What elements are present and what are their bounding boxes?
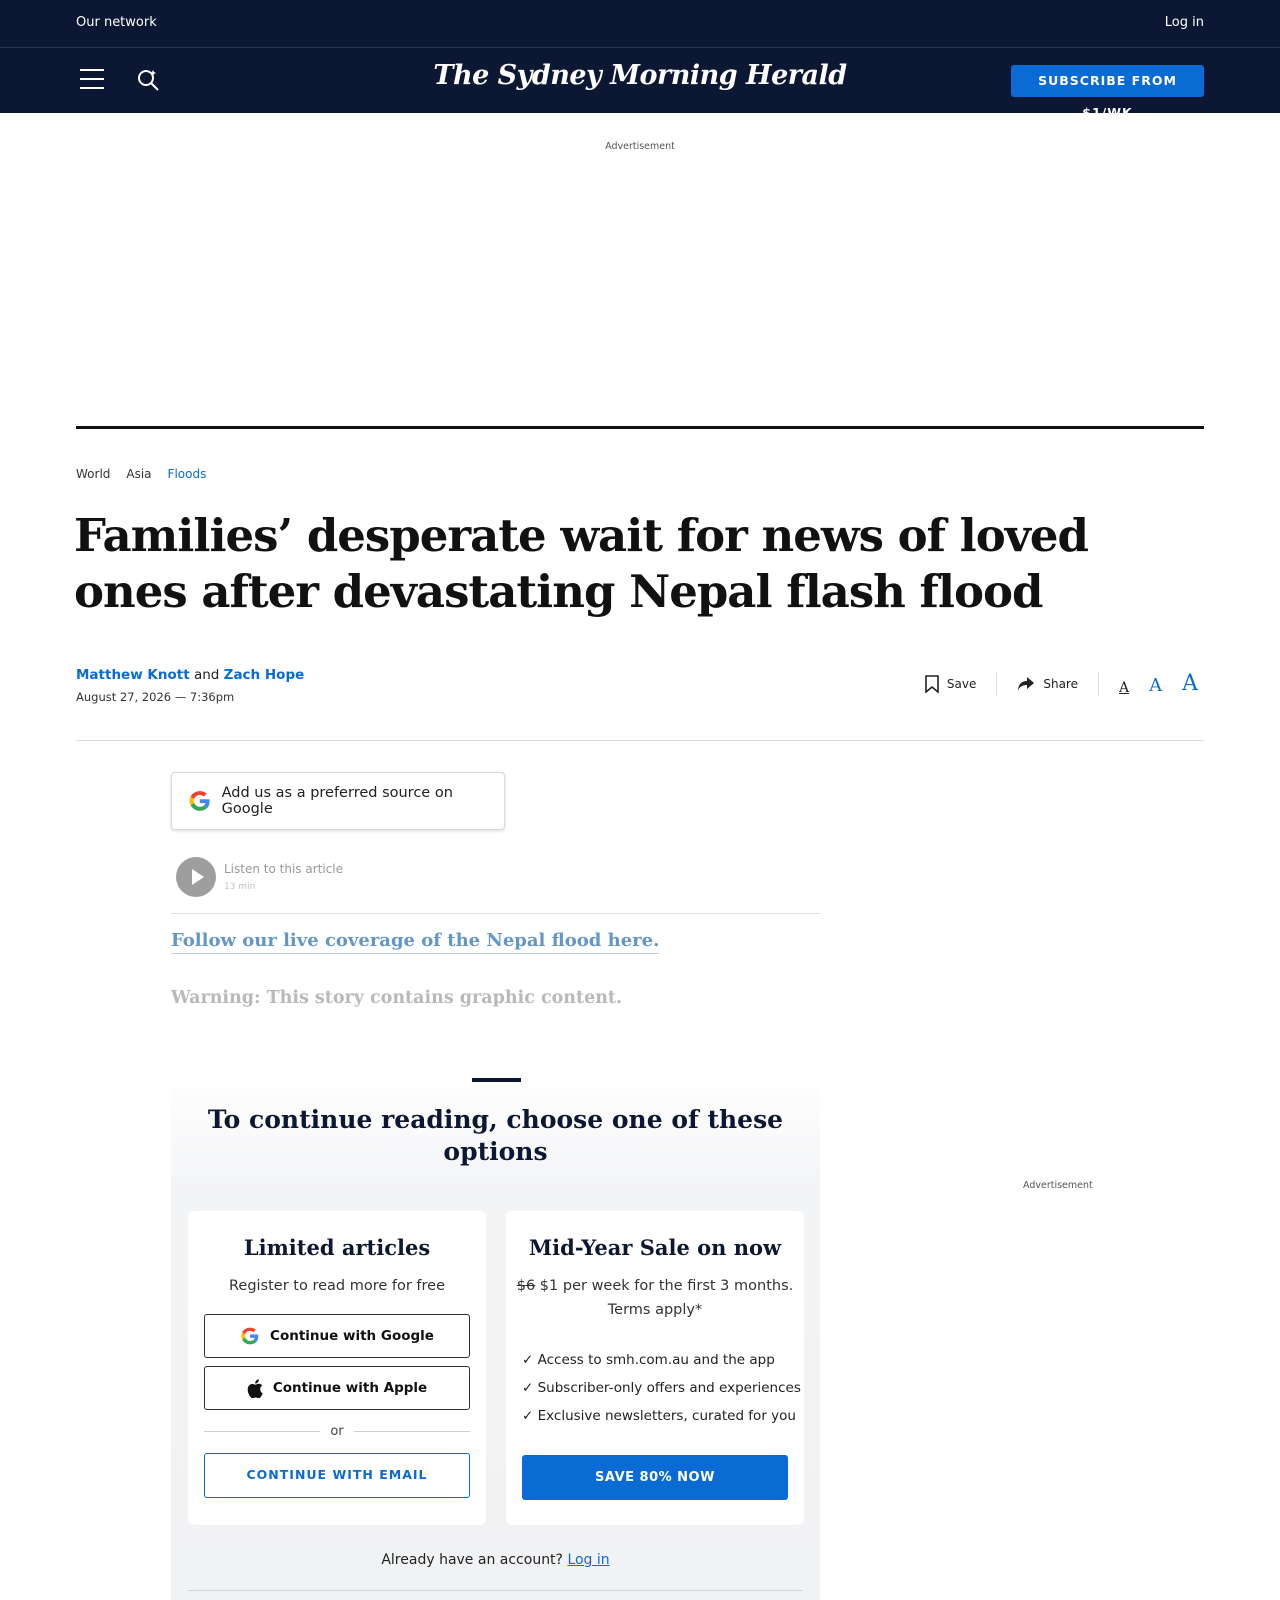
already-text: Already have an account? bbox=[381, 1552, 563, 1568]
ad-label: Advertisement bbox=[605, 141, 675, 152]
font-size-medium[interactable]: A bbox=[1149, 675, 1163, 696]
continue-email-button[interactable]: CONTINUE WITH EMAIL bbox=[204, 1453, 470, 1498]
article-tools bbox=[905, 670, 1204, 698]
or-divider bbox=[204, 1424, 470, 1439]
save-now-button[interactable]: SAVE 80% NOW bbox=[522, 1455, 788, 1500]
network-bar bbox=[0, 0, 1280, 48]
sale-card bbox=[506, 1211, 804, 1525]
breadcrumb-world[interactable]: World bbox=[76, 467, 111, 481]
breadcrumb-floods[interactable]: Floods bbox=[167, 467, 207, 481]
font-size-controls bbox=[1099, 672, 1204, 696]
audio-player bbox=[176, 857, 343, 897]
font-size-large[interactable]: A bbox=[1182, 671, 1198, 696]
preferred-source-label: Add us as a preferred source on Google bbox=[221, 785, 453, 817]
continue-google-button[interactable] bbox=[204, 1314, 470, 1358]
perk-item: ✓ Exclusive newsletters, curated for you bbox=[522, 1402, 804, 1430]
card-subtitle: Register to read more for free bbox=[228, 1278, 446, 1294]
side-ad-label: Advertisement bbox=[1023, 1180, 1093, 1191]
byline bbox=[76, 667, 304, 683]
save-label: Save bbox=[946, 677, 977, 691]
audio-divider bbox=[171, 913, 820, 914]
paywall-divider bbox=[188, 1590, 803, 1591]
breadcrumb bbox=[76, 467, 206, 481]
paywall-accent-bar bbox=[472, 1078, 521, 1082]
or-label: or bbox=[330, 1424, 344, 1439]
listen-label: Listen to this article bbox=[224, 862, 343, 876]
listen-duration: 13 min bbox=[224, 882, 256, 892]
article-headline: Families’ desperate wait for news of loved ones after devastating Nepal flash flood bbox=[74, 509, 1088, 618]
our-network-link[interactable]: Our network bbox=[76, 15, 157, 30]
perk-item: ✓ Subscriber-only offers and experiences bbox=[522, 1374, 804, 1402]
already-account bbox=[171, 1552, 820, 1568]
breadcrumb-asia[interactable]: Asia bbox=[126, 467, 152, 481]
google-icon bbox=[188, 789, 212, 813]
byline-divider bbox=[76, 740, 1204, 741]
live-coverage-link[interactable]: Follow our live coverage of the Nepal flood here. bbox=[171, 930, 659, 954]
author-link[interactable]: Zach Hope bbox=[223, 667, 305, 683]
login-link[interactable]: Log in bbox=[1164, 15, 1204, 30]
card-title: Limited articles bbox=[243, 1235, 431, 1260]
limited-articles-card bbox=[188, 1211, 486, 1525]
masthead-logo[interactable]: The Sydney Morning Herald bbox=[433, 60, 847, 91]
offer-detail: $1 per week for the first 3 months. Terms apply* bbox=[535, 1278, 794, 1318]
subscribe-button[interactable]: SUBSCRIBE FROM $1/WK bbox=[1011, 65, 1204, 97]
graphic-warning: Warning: This story contains graphic content. bbox=[171, 988, 623, 1008]
share-label: Share bbox=[1043, 677, 1078, 691]
paywall-title: To continue reading, choose one of these options bbox=[207, 1105, 784, 1166]
offer-text bbox=[506, 1274, 804, 1322]
section-divider bbox=[76, 426, 1204, 429]
paywall bbox=[171, 1072, 820, 1600]
continue-google-label: Continue with Google bbox=[270, 1328, 434, 1344]
font-size-small[interactable]: A bbox=[1118, 680, 1130, 696]
perk-item: ✓ Access to smh.com.au and the app bbox=[522, 1346, 804, 1374]
apple-icon bbox=[247, 1379, 263, 1398]
google-icon bbox=[240, 1326, 260, 1346]
perk-list bbox=[522, 1346, 804, 1430]
bookmark-icon bbox=[925, 675, 939, 693]
preferred-source-button[interactable] bbox=[171, 772, 505, 830]
card-title: Mid-Year Sale on now bbox=[528, 1235, 782, 1260]
continue-apple-button[interactable] bbox=[204, 1366, 470, 1410]
author-link[interactable]: Matthew Knott bbox=[76, 667, 190, 683]
share-button[interactable] bbox=[997, 672, 1099, 696]
play-icon[interactable] bbox=[176, 857, 216, 897]
old-price: $6 bbox=[516, 1278, 536, 1294]
share-icon bbox=[1017, 676, 1035, 692]
site-header bbox=[0, 48, 1280, 120]
save-button[interactable] bbox=[905, 672, 997, 696]
publish-date: August 27, 2026 — 7:36pm bbox=[76, 690, 235, 704]
byline-and: and bbox=[193, 667, 220, 683]
paywall-login-link[interactable]: Log in bbox=[567, 1552, 610, 1568]
continue-apple-label: Continue with Apple bbox=[272, 1380, 428, 1396]
